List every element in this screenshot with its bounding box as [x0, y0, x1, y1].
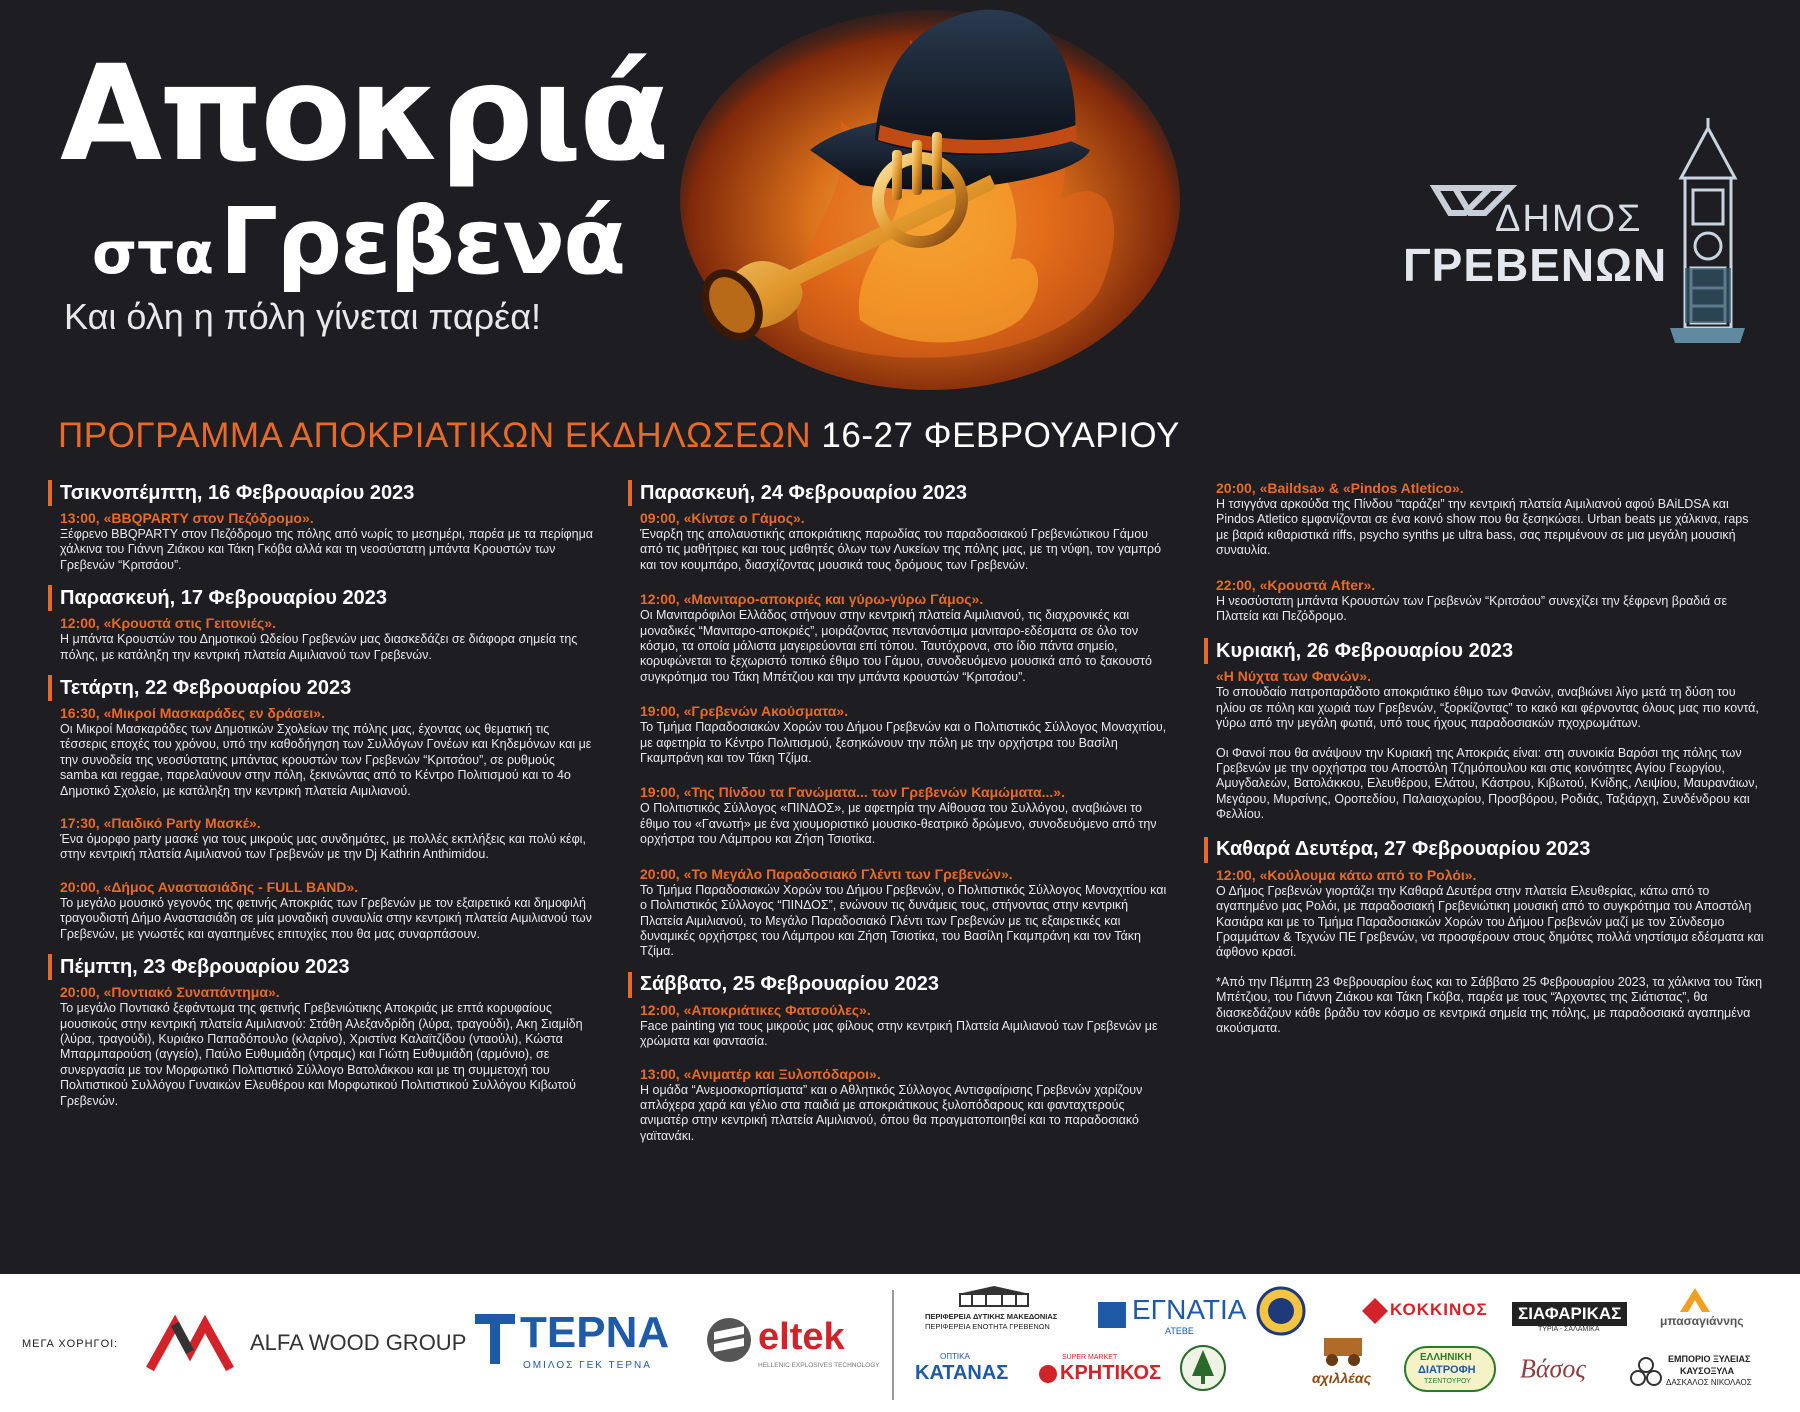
day-header — [1204, 638, 1764, 664]
poster-title: Αποκριά — [60, 37, 667, 191]
day-header-bar — [48, 954, 52, 980]
event-item — [60, 815, 593, 863]
day-header-bar — [48, 675, 52, 701]
day-block — [48, 954, 593, 1109]
event-item — [1216, 480, 1764, 559]
poster-header — [0, 0, 1800, 400]
forest-products-badge-icon — [1180, 1342, 1226, 1394]
day-block — [48, 480, 593, 573]
event-description: Το Τμήμα Παραδοσιακών Χορών του Δήμου Γρεβενών, ο Πολιτιστικός Σύλλογος Μοναχιτίου και ο Πολιτιστικός Σύλλογος “ΠΙΝΔΟΣ”, ενώνουν τις δυνάμεις τους, στήνοντας στην κεντρική Πλατεία Αιμιλιανού, το Μεγάλο Παραδοσιακό Γλέντι των Γρεβενών με τις εξαιρετικές και δυναμικές ορχήστρες του Λάμπρου και Ζήση Τσιοτίκα, του Βασίλη Γκαμπράνη και τον Τάκη Τζίμα. — [640, 882, 1167, 959]
katanas-small: ΟΠΤΙΚΑ — [940, 1352, 970, 1361]
perifereia-building-icon — [958, 1286, 1030, 1308]
emporio-line2: ΚΑΥΣΟΞΥΛΑ — [1680, 1366, 1735, 1376]
terna: ΤΕΡΝΑ — [520, 1308, 670, 1357]
day-title: Τετάρτη, 22 Φεβρουαρίου 2023 — [60, 676, 352, 699]
event-item — [640, 510, 1173, 573]
event-title: 20:00, «Baildsa» & «Pindos Atletico». — [1216, 480, 1464, 496]
day-header — [628, 480, 1173, 506]
event-description: *Από την Πέμπτη 23 Φεβρουαρίου έως και το Σάββατο 25 Φεβρουαρίου 2023, τα χάλκινα του Τάκη Μπέτζιου, του Γιάννη Ζιάκου και Τάκη Γκόβα, παρέα με τους “Άρχοντες της Σιάτιστας”, θα διασκεδάζουν κάθε βράδυ τον κόσμο σε κεντρικά σημεία της πόλης, με παραδοσιακά αγαπημένα ακούσματα. — [1216, 974, 1763, 1035]
day-header-bar — [628, 480, 632, 506]
day-header — [48, 480, 593, 506]
terna-sub: ΟΜΙΛΟΣ ΓΕΚ ΤΕΡΝΑ — [523, 1360, 652, 1371]
event-title: 16:30, «Μικροί Μασκαράδες εν δράσει». — [60, 705, 325, 722]
day-title: Σάββατο, 25 Φεβρουαρίου 2023 — [640, 973, 939, 996]
day-block — [628, 972, 1173, 1144]
logo-line1: ΔΗΜΟΣ — [1495, 198, 1643, 240]
day-header — [48, 585, 593, 611]
event-description: Το μεγάλο μουσικό γεγονός της φετινής Αποκριάς των Γρεβενών με τον εξαιρετικό και δημοφιλή τραγουδιστή Δήμο Αναστασιάδη σε μία μοναδική συναυλία στην κεντρική πλατεία Αιμιλιανού των Γρεβενών, με γνωστές και αγαπημένες επιτυχίες που θα μας συναρπάσουν. — [60, 895, 592, 941]
event-title: 12:00, «Κούλουμα κάτω από το Ρολόι». — [1216, 866, 1477, 883]
event-description: Οι Μανιταρόφιλοι Ελλάδος στήνουν στην κεντρική πλατεία Αιμιλιανού, τις διαχρονικές και μοναδικές “Μανιταρο-αποκριές”, μοιράζοντας πεντανόστιμα μανιταρο-εδέσματα σε όλο τον κόσμο, τα οποία μάλιστα μαγειρεύονται επί τόπου. Ταυτόχρονα, στο ίδιο πάντα σημείο, κορυφώνεται το ξεχωριστό τοπικό έθιμο του Γάμου, συνοδευόμενο μουσικά από το ξακουστό συγκρότημα του Τάκη Μπέτζιου και την μπάντα κρουστών “Κριτσάου”. — [640, 608, 1152, 684]
event-description: Ένα όμορφο party μασκέ για τους μικρούς μας συνδημότες, με πολλές εκπλήξεις και πολύ κέφι, στην κεντρική πλατεία Αιμιλιανού των Γρεβενών με την Dj Kathrin Anthimidou. — [60, 832, 586, 862]
event-item — [1216, 975, 1764, 1037]
day-title: Πέμπτη, 23 Φεβρουαρίου 2023 — [60, 955, 350, 978]
day-title: Κυριακή, 26 Φεβρουαρίου 2023 — [1216, 639, 1514, 662]
day-header-bar — [1204, 837, 1208, 863]
event-item — [1216, 668, 1764, 731]
siafarikas: ΣΙΑΦΑΡΙΚΑΣ — [1512, 1302, 1627, 1326]
program-heading-dates: 16-27 ΦΕΒΡΟΥΑΡΙΟΥ — [821, 416, 1180, 455]
gymnastic-club-badge-icon — [1256, 1286, 1306, 1336]
event-description: Η τσιγγάνα αρκούδα της Πίνδου “ταράζει” την κεντρική πλατεία Αιμιλιανού αφού BAiLDSA και Pindos Atletico εμφανίζονται σε ένα κοινό show που θα ξεσηκώσει. Urban beats με χάλκινα, raps με βαριά κιθαριστικά riffs, psycho synths με ultra bass, σας περιμένουν σε μια μεγάλη μουσική συναυλία. — [1216, 497, 1749, 558]
elliniki-line2: ΔΙΑΤΡΟΦΗ — [1418, 1364, 1476, 1376]
event-item — [640, 1002, 1173, 1050]
egnatia: ΕΓΝΑΤΙΑ — [1132, 1294, 1247, 1325]
event-description: Το σπουδαίο πατροπαράδοτο αποκριάτικο έθιμο των Φανών, αναβιώνει λίγο μετά τη δύση του ηλίου σε πόλη και χωριά των Γρεβενών, “ξορκίζοντας” το κακό και φέρνοντας όλους μας πιο κοντά, γύρω από την μεγάλη φωτιά, υπό τους ήχους παραδοσιακών πχοχρωμάτων. — [1216, 685, 1759, 731]
eltek: eltek — [758, 1316, 845, 1358]
event-item — [640, 866, 1173, 960]
event-description: Έναρξη της απολαυστικής αποκριάτικης παρωδίας του παραδοσιακού Γρεβενιώτικου Γάμου από τις μαθήτριες και τους μαθητές όλων των Λυκείων της πόλης μας, με τη νύφη, τον γαμπρό και τον κουμπάρο, διασχίζοντας μουσικά τους δρόμους των Γρεβενών. — [640, 527, 1162, 572]
day-header-bar — [48, 480, 52, 506]
siafarikas-sub: ΤΥΡΙΑ - ΣΑΛΑΜΙΚΑ — [1538, 1326, 1600, 1333]
sponsors-label: ΜΕΓΑ ΧΟΡΗΓΟΙ: — [22, 1338, 119, 1350]
event-title: 13:00, «BBQPARTY στον Πεζόδρομο». — [60, 510, 314, 526]
event-title: 13:00, «Ανιματέρ και Ξυλοπόδαροι». — [640, 1065, 881, 1082]
axilleas: αχιλλέας — [1312, 1370, 1372, 1386]
day-title: Παρασκευή, 24 Φεβρουαρίου 2023 — [640, 481, 967, 504]
event-item — [1216, 746, 1764, 823]
event-title: 20:00, «Το Μεγάλο Παραδοσιακό Γλέντι των Γρεβενών». — [640, 865, 1013, 882]
tagline: Και όλη η πόλη γίνεται παρέα! — [64, 296, 542, 337]
event-title: 12:00, «Αποκριάτικες Φατσούλες». — [640, 1001, 871, 1018]
alfa-wood-group: ALFA WOOD GROUP — [250, 1330, 467, 1355]
day-header — [1204, 837, 1764, 863]
event-description: Η νεοσύστατη μπάντα Κρουστών των Γρεβενών “Κριτσάου” συνεχίζει την ξέφρενη βραδιά σε Πλατεία και Πεζόδρομο. — [1216, 593, 1728, 624]
terna-logo-icon — [475, 1314, 515, 1364]
perifereia-line2: ΠΕΡΙΦΕΡΕΙΑ ΕΝΟΤΗΤΑ ΓΡΕΒΕΝΩΝ — [925, 1322, 1050, 1331]
event-description: Οι Μικροί Μασκαράδες των Δημοτικών Σχολείων της πόλης μας, έχοντας ως θεματική τις τέσσερις εποχές του χρόνου, υπό την καθοδήγηση των Συλλόγων Γονέων και Κηδεμόνων και με την συνοδεία της νεοσύστατης μπάντας κρουστών των Γρεβενών “Κριτσάου”, σε ρυθμούς samba και reggae, παρελαύνουν στην πόλη, ξεκινώντας από το Κέντρο Πολιτισμού και το 4ο Δημοτικό Σχολείο, με κατάληξη την κεντρική πλατεία Αιμιλιανού. — [60, 722, 592, 798]
day-block — [1204, 638, 1764, 822]
program-column-2 — [628, 480, 1173, 1144]
event-title: «Η Νύχτα των Φανών». — [1216, 668, 1371, 685]
event-description: Ξέφρενο BBQPARTY στον Πεζόδρομο της πόλης από νωρίς το μεσημέρι, παρέα με τα περίφημα χάλκινα του Γιάννη Ζιάκου και Τάκη Γκόβα αλλά και τη νεοσύστατη μπάντα Κρουστών των Γρεβενών “Κριτσάου”. — [60, 527, 594, 572]
poster-subtitle — [92, 188, 624, 295]
egnatia-logo-icon — [1098, 1302, 1126, 1328]
event-title: 22:00, «Κρουστά After». — [1216, 576, 1376, 593]
mpasagiannis: μπασαγιάννης — [1660, 1314, 1744, 1328]
event-title: 17:30, «Παιδικό Party Μασκέ». — [60, 815, 261, 832]
event-description: Οι Φανοί που θα ανάψουν την Κυριακή της Αποκριάς είναι: στη συνοικία Βαρόσι της πόλης των Γρεβενών με την ορχήστρα του Αποστόλη Τζημόπουλου και στις κοινότητες Αγίου Γεωργίου, Αμυγδαλεών, Βατολάκκου, Ελευθέρου, Ελάτου, Κάστρου, Κιβωτού, Κνίδης, Λειψίου, Μαυρανάιων, Μεγάρου, Μυρσίνης, Οροπεδίου, Παλαιοχωρίου, Προσβόρου, Ροδιάς, Ταξιάρχη, Συνδένδρου και Φελλίου. — [1216, 745, 1758, 822]
sponsors-strip — [0, 1274, 1800, 1412]
event-item — [640, 591, 1173, 685]
event-item — [60, 705, 593, 799]
event-title: 20:00, «Ποντιακό Συναπάντημα». — [60, 984, 280, 1001]
emporio-line1: ΕΜΠΟΡΙΟ ΞΥΛΕΙΑΣ — [1668, 1354, 1751, 1364]
day-title: Τσικνοπέμπτη, 16 Φεβρουαρίου 2023 — [60, 481, 415, 504]
event-item — [1216, 577, 1764, 625]
kritikos-small: SUPER MARKET — [1062, 1354, 1118, 1361]
day-header-bar — [48, 585, 52, 611]
sponsors-divider — [892, 1290, 894, 1400]
logo-line2: ΓΡΕΒΕΝΩΝ — [1403, 239, 1668, 291]
day-block — [628, 480, 1173, 960]
event-item — [60, 615, 593, 663]
elliniki-line3: ΤΣΕΝΤΟΥΡΟΥ — [1424, 1378, 1471, 1385]
event-description: Το μεγάλο Ποντιακό ξεφάντωμα της φετινής Γρεβενιώτικης Αποκριάς με επτά κορυφαίους μουσικούς στην κεντρική πλατεία Αιμιλιανού: Στάθη Αλεξανδρίδη (λύρα, τραγούδι), Ακη Σιαμίδη (λύρα, τραγούδι), Κυριάκο Παπαδόπουλο (κλαρίνο), Χριστίνα Καλαϊτζίδου (νταούλι), Κώστα Μπαρμπαρούση (αγγείο), Παύλο Ευθυμιάδη (ντραμς) και Γιώτη Ευθυμιάδη (αρμόνιο), σε συνεργασία με τον Μορφωτικό Πολιτιστικό Σύλλογο Βατολάκκου και με τη συμμετοχή του Πολιτιστικού Συλλόγου Γυναικών Ελευθέρου και Μορφωτικού Πολιτιστικού Συλλόγου Κιβωτού Γρεβενών. — [60, 1001, 583, 1108]
alfa-wood-logo-icon — [145, 1314, 245, 1374]
day-block — [1204, 837, 1764, 1037]
event-title: 09:00, «Κίντσε ο Γάμος». — [640, 510, 805, 526]
katanas: ΚΑΤΑΝΑΣ — [915, 1362, 1009, 1384]
day-header — [628, 972, 1173, 998]
event-title: 12:00, «Μανιταρο-αποκριές και γύρω-γύρω Γάμος». — [640, 591, 984, 608]
event-item — [60, 984, 593, 1109]
event-item — [640, 703, 1173, 766]
program-column-1 — [48, 480, 593, 1109]
logs-icon — [1630, 1356, 1664, 1386]
event-description: Face painting για τους μικρούς μας φίλους στην κεντρική Πλατεία Αιμιλιανού των Γρεβενών με χρώματα και φαντασία. — [640, 1018, 1158, 1049]
eltek-sub: HELLENIC EXPLOSIVES TECHNOLOGY — [758, 1362, 880, 1369]
emporio-line3: ΔΑΣΚΑΛΟΣ ΝΙΚΟΛΑΟΣ — [1666, 1378, 1752, 1387]
event-title: 20:00, «Δήμος Αναστασιάδης - FULL BAND». — [60, 878, 359, 895]
program-heading-orange: ΠΡΟΓΡΑΜΜΑ ΑΠΟΚΡΙΑΤΙΚΩΝ ΕΚΔΗΛΩΣΕΩΝ — [58, 416, 812, 455]
day-block — [48, 585, 593, 663]
event-description: Ο Πολιτιστικός Σύλλογος «ΠΙΝΔΟΣ», με αφετηρία την Αίθουσα του Συλλόγου, αναβιώνει το έθιμο του «Γανωτή» με ένα χιουμοριστικό μουσικο-θεατρικό δρώμενο, συνοδευόμενο από την ορχήστρα του Λάμπρου και Ζήση Τσιοτίκα. — [640, 801, 1157, 847]
kokkinos: ΚΟΚΚΙΝΟΣ — [1390, 1300, 1488, 1319]
event-item — [60, 510, 593, 573]
day-header-bar — [628, 972, 632, 998]
day-title: Παρασκευή, 17 Φεβρουαρίου 2023 — [60, 586, 387, 609]
day-title: Καθαρά Δευτέρα, 27 Φεβρουαρίου 2023 — [1216, 838, 1591, 861]
eltek-logo-icon — [704, 1312, 754, 1367]
program-heading — [58, 416, 1180, 456]
event-title: 19:00, «Της Πίνδου τα Γανώματα... των Γρεβενών Καμώματα...». — [640, 784, 1065, 801]
event-description: Η μπάντα Κρουστών του Δημοτικού Ωδείου Γρεβενών μας διασκεδάζει σε διάφορα σημεία της πόλης, με κατάληξη την κεντρική πλατεία Αιμιλιανού των Γρεβενών. — [60, 632, 578, 662]
event-item — [60, 879, 593, 942]
event-item — [1216, 867, 1764, 961]
event-description: Το Τμήμα Παραδοσιακών Χορών του Δήμου Γρεβενών και ο Πολιτιστικός Σύλλογος Μοναχιτίου, με αφετηρία το Κέντρο Πολιτισμού, ξεσηκώνουν την πόλη με την ορχήστρα του Βασίλη Γκαμπράνη και τον Τάκη Τζίμα. — [640, 720, 1167, 766]
event-title: 12:00, «Κρουστά στις Γειτονιές». — [60, 615, 276, 632]
event-title: 19:00, «Γρεβενών Ακούσματα». — [640, 703, 849, 720]
day-block — [48, 675, 593, 942]
wagon-icon — [1318, 1334, 1368, 1368]
elliniki-line1: ΕΛΛΗΝΙΚΗ — [1420, 1352, 1472, 1363]
kokkinos-logo-icon — [1362, 1298, 1388, 1324]
event-item — [640, 784, 1173, 847]
day-header — [48, 954, 593, 980]
mpasagiannis-logo-icon — [1680, 1288, 1710, 1312]
day-header-bar — [1204, 638, 1208, 664]
vasos: Βάσος — [1520, 1354, 1586, 1383]
event-item — [640, 1066, 1173, 1145]
subtitle-small: στα — [92, 219, 215, 287]
day-block — [1204, 480, 1764, 624]
perifereia-line1: ΠΕΡΙΦΕΡΕΙΑ ΔΥΤΙΚΗΣ ΜΑΚΕΔΟΝΙΑΣ — [925, 1312, 1058, 1321]
trumpet-hat-flames-image — [660, 0, 1180, 400]
event-description: Ο Δήμος Γρεβενών γιορτάζει την Καθαρά Δευτέρα στην πλατεία Ελευθερίας, κάτω από το αγαπημένο μας Ρολόι, με παραδοσιακή Γρεβενιώτικη μουσική από το συγκρότημα του Αποστόλη Κασιάρα και με το Τμήμα Παραδοσιακών Χορών του Δήμου Γρεβενών μαζί με τον Σύνδεσμο Γραμμάτων & Τεχνών ΠΕ Γρεβενών, να προσφέρουν στους δημότες πολλά νηστίσιμα εδέσματα και άφθονο κρασί. — [1216, 883, 1764, 960]
program-column-3 — [1204, 480, 1764, 1036]
kritikos: ΚΡΗΤΙΚΟΣ — [1060, 1362, 1162, 1384]
day-header — [48, 675, 593, 701]
event-description: Η ομάδα “Ανεμοσκορπίσματα” και ο Αθλητικός Σύλλογος Αντισφαίρισης Γρεβενών χαρίζουν απλόχερα χαρά και γέλιο στα παιδιά με αποκριάτικους ξυλοπόδαρους και φανταχτερούς ανιματέρ στην κεντρική πλατεία Αιμιλιανού, όπου θα πραγματοποιηθεί και το παραδοσιακό γαϊτανάκι. — [640, 1082, 1143, 1143]
egnatia-sub: ΑΤΕΒΕ — [1165, 1326, 1194, 1336]
kritikos-logo-icon — [1038, 1364, 1058, 1384]
subtitle-big: Γρεβενά — [219, 188, 625, 295]
